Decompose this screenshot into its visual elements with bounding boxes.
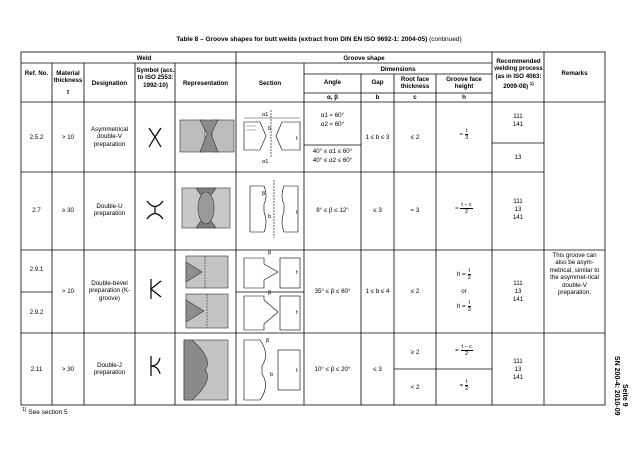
header-gap-sym: b (375, 94, 380, 101)
header-section: Section (258, 80, 282, 87)
row-2-7-height-prefix: ≈ (455, 205, 459, 213)
header-angle: Angle (323, 79, 342, 86)
header-root-face-sym: c (413, 94, 417, 101)
row-2-11-ref: 2.11 (30, 366, 43, 373)
caption-title: Table 8 – Groove shapes for butt welds (extract from DIN EN ISO 9692-1: 2004-05) (176, 36, 428, 43)
row-2-11-root-a: ≥ 2 (410, 349, 420, 356)
header-process-note: 1) (529, 81, 534, 87)
header-process-label: Recommended welding process (as in ISO 4063: 2009-08) (494, 58, 543, 91)
row-2-5-2-process-b: 141 (512, 121, 524, 128)
row-2-11-designation: Double-J preparation (93, 362, 126, 377)
row-2-5-2-height-den: 3 (465, 135, 469, 141)
section-2-9-1 (244, 258, 300, 288)
row-2-7-gap: ≤ 3 (373, 207, 382, 214)
representation-2-7 (182, 188, 230, 228)
side-label (606, 300, 630, 440)
svg-text:t: t (296, 270, 298, 276)
row-2-7-height-den: 2 (465, 209, 469, 215)
row-2-9-or: or (461, 288, 467, 295)
representation-2-9-2 (186, 294, 228, 328)
row-2-11-process-b: 13 (514, 366, 522, 373)
row-2-11-height-b (436, 379, 492, 392)
row-2-9-angle: 35° ≤ β ≤ 60° (314, 288, 351, 295)
header-material-t: t (66, 89, 70, 96)
side-page: Seite 9 (621, 384, 628, 407)
row-2-9-height-1 (436, 268, 492, 281)
svg-text:t: t (296, 368, 298, 374)
row-2-5-2-height-prefix: ≈ (459, 131, 464, 139)
row-2-11-height-b-den: 2 (465, 386, 469, 392)
svg-text:t: t (296, 210, 298, 216)
row-2-9-thickness: > 10 (61, 288, 75, 295)
svg-text:t: t (296, 310, 298, 316)
row-2-11-thickness: > 30 (61, 366, 75, 373)
row-2-11-height-b-prefix: = (459, 382, 464, 390)
header-root-face: Root face thickness (400, 76, 430, 91)
row-2-5-2-designation: Asymmetrical double-V preparation (90, 126, 129, 148)
representation-2-9-1 (186, 256, 228, 288)
row-2-7-process-a: 111 (513, 198, 523, 205)
row-2-9-process-c: 141 (512, 296, 524, 303)
double-bevel-symbol (151, 279, 161, 299)
row-2-5-2-process-c: 13 (514, 154, 522, 161)
asym-double-v-symbol (149, 128, 161, 147)
row-2-5-2-thickness: > 10 (61, 134, 75, 141)
row-2-11-height-a-prefix: = (455, 347, 459, 355)
row-2-5-2-angle-b: α2 ≈ 60° (320, 121, 345, 128)
svg-text:α1: α1 (262, 159, 269, 165)
row-2-9-h1-num: t (468, 268, 470, 274)
svg-text:b: b (270, 372, 274, 378)
row-2-7-angle: 8° ≤ β ≤ 12° (316, 207, 349, 214)
row-2-9-process-a: 111 (513, 280, 523, 287)
row-2-9-designation: Double-bevel preparation (K-groove) (88, 280, 131, 302)
row-2-7-ref: 2.7 (32, 207, 41, 214)
row-2-5-2-angle-d: 40° ≤ α2 ≤ 60° (312, 157, 353, 164)
header-ref: Ref. No. (24, 70, 49, 77)
row-2-9-root: ≤ 2 (410, 288, 420, 295)
header-dimensions: Dimensions (380, 66, 416, 73)
row-2-11-height-a-den: 2 (465, 351, 469, 357)
row-2-9-h-prefix-2: h = (456, 303, 466, 311)
header-process (493, 58, 544, 91)
row-2-9-remark: This groove can also be asym-metrical, similar to the asymmet-rical double-V preparation. (549, 252, 600, 297)
svg-text:t: t (296, 136, 298, 142)
header-remarks: Remarks (561, 70, 588, 77)
header-designation: Designation (91, 80, 128, 87)
double-u-symbol (147, 201, 163, 219)
section-2-5-2 (244, 110, 300, 158)
svg-text:b: b (268, 214, 272, 220)
svg-text:β: β (262, 191, 266, 197)
row-2-7-process-c: 141 (512, 214, 524, 221)
svg-text:β: β (268, 290, 272, 296)
header-representation: Representation (182, 80, 229, 87)
section-2-7 (250, 180, 298, 238)
row-2-9-h1-den: 2 (467, 275, 471, 281)
header-groove-height-sym: h (462, 94, 466, 101)
footnote-text: See section 5 (28, 409, 68, 417)
footnote (22, 407, 68, 416)
header-material: Material thickness (53, 70, 83, 85)
row-2-11-angle: 10° ≤ β ≤ 20° (314, 366, 351, 373)
double-j-symbol (151, 356, 160, 376)
section-2-9-2 (244, 296, 300, 330)
row-2-11-process-a: 111 (513, 358, 523, 365)
row-2-11-height-a-num: t − c (461, 344, 472, 350)
row-2-5-2-angle-c: 40° ≤ α1 ≤ 60° (312, 148, 353, 155)
row-2-9-1-ref: 2.9.1 (29, 266, 44, 273)
row-2-11-process-c: 141 (512, 374, 524, 381)
row-2-5-2-angle-a: α1 ≈ 60° (320, 112, 345, 119)
header-weld: Weld (136, 55, 152, 62)
header-angle-sym: α, β (326, 94, 339, 101)
svg-text:b: b (268, 126, 272, 132)
row-2-9-process-b: 13 (514, 288, 522, 295)
header-symbol: Symbol (acc. to ISO 2553: 1992-10) (136, 67, 175, 89)
row-2-11-height-a (436, 344, 492, 357)
row-2-9-h2-den: 3 (467, 307, 471, 313)
row-2-7-process-b: 13 (514, 206, 522, 213)
row-2-9-gap: 1 ≤ b ≤ 4 (365, 288, 390, 295)
footnote-mark: 1) (22, 407, 27, 413)
row-2-9-h-prefix-1: h = (456, 271, 466, 279)
row-2-7-thickness: ≥ 30 (62, 207, 74, 214)
header-groove-shape: Groove shape (343, 55, 385, 62)
row-2-5-2-height-num: t (465, 128, 468, 134)
row-2-7-height (436, 202, 492, 215)
representation-2-11 (184, 340, 228, 400)
row-2-11-gap: ≤ 3 (373, 366, 382, 373)
svg-text:α1: α1 (262, 112, 269, 118)
svg-text:β: β (268, 250, 272, 256)
side-standard: SN 200-4: 2010-09 (613, 356, 620, 416)
svg-text:β: β (266, 338, 270, 344)
row-2-11-root-b: < 2 (410, 384, 420, 391)
header-groove-height: Groove face height (446, 76, 482, 91)
row-2-5-2-height (436, 128, 492, 141)
row-2-5-2-ref: 2.5.2 (29, 134, 44, 141)
row-2-9-height-2 (436, 300, 492, 313)
header-gap: Gap (371, 79, 384, 86)
caption-continued: (continued) (429, 36, 462, 43)
row-2-9-h2-num: t (468, 300, 470, 306)
row-2-5-2-gap: 1 ≤ b ≤ 3 (365, 134, 390, 141)
row-2-9-2-ref: 2.9.2 (29, 309, 44, 316)
representation-2-5-2 (180, 120, 234, 152)
section-2-11 (244, 340, 300, 400)
row-2-7-root: ≈ 3 (410, 207, 420, 214)
row-2-7-designation: Double-U preparation (93, 203, 126, 218)
row-2-11-height-b-num: t (465, 379, 468, 385)
row-2-5-2-root: ≤ 2 (410, 134, 420, 141)
row-2-5-2-process-a: 111 (513, 113, 523, 120)
row-2-7-height-num: t − c (461, 202, 472, 208)
